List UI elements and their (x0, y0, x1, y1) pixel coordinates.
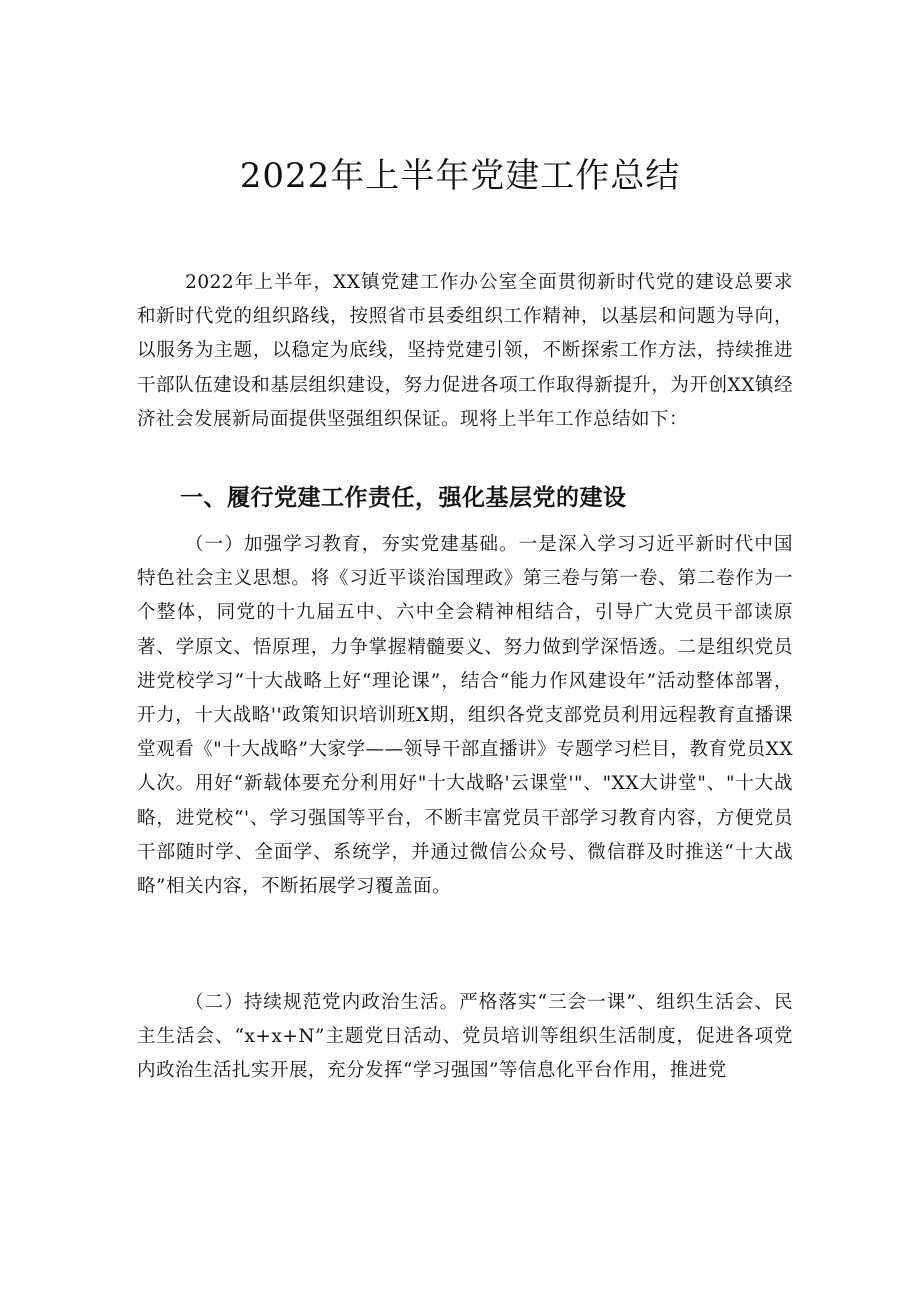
subsection-2-paragraph: （二）持续规范党内政治生活。严格落实“三会一课”、组织生活会、民主生活会、“x+x+N”主题党日活动、党员培训等组织生活制度，促进各项党内政治生活扎实开展，充分发挥“学习强国”等信息化平台作用，推进党 (137, 992, 793, 1082)
section-1-heading: 一、履行党建工作责任，强化基层党的建设 (180, 485, 627, 511)
subsection-2-block (137, 986, 793, 1089)
subsection-1-block (137, 528, 793, 904)
subsection-1-paragraph: （一）加强学习教育，夯实党建基础。一是深入学习习近平新时代中国特色社会主义思想。将《习近平谈治国理政》第三卷与第一卷、第二卷作为一个整体，同党的十九届五中、六中全会精神相结合，引导广大党员干部读原著、学原文、悟原理，力争掌握精髓要义、努力做到学深悟透。二是组织党员进党校学习“十大战略上好“理论课”，结合“能力作风建设年”活动整体部署，开力，十大战略''政策知识培训班X期，组织各党支部党员利用远程教育直播课堂观看《"十大战略”大家学——领导干部直播讲》专题学习栏目，教育党员XX人次。用好“新载体要充分利用好"十大战略'云课堂'"、"XX大讲堂"、"十大战略，进党校“'、学习强国等平台，不断丰富党员干部学习教育内容，方便党员干部随时学、全面学、系统学，并通过微信公众号、微信群及时推送“十大战略”相关内容，不断拓展学习覆盖面。 (137, 534, 793, 898)
document-title: 2022年上半年党建工作总结 (239, 156, 681, 196)
intro-block (137, 266, 793, 437)
intro-paragraph: 2022年上半年，XX镇党建工作办公室全面贯彻新时代党的建设总要求和新时代党的组织路线，按照省市县委组织工作精神，以基层和问题为导向，以服务为主题，以稳定为底线，坚持党建引领，不断探索工作方法，持续推进干部队伍建设和基层组织建设，努力促进各项工作取得新提升，为开创XX镇经济社会发展新局面提供坚强组织保证。现将上半年工作总结如下： (137, 272, 793, 430)
